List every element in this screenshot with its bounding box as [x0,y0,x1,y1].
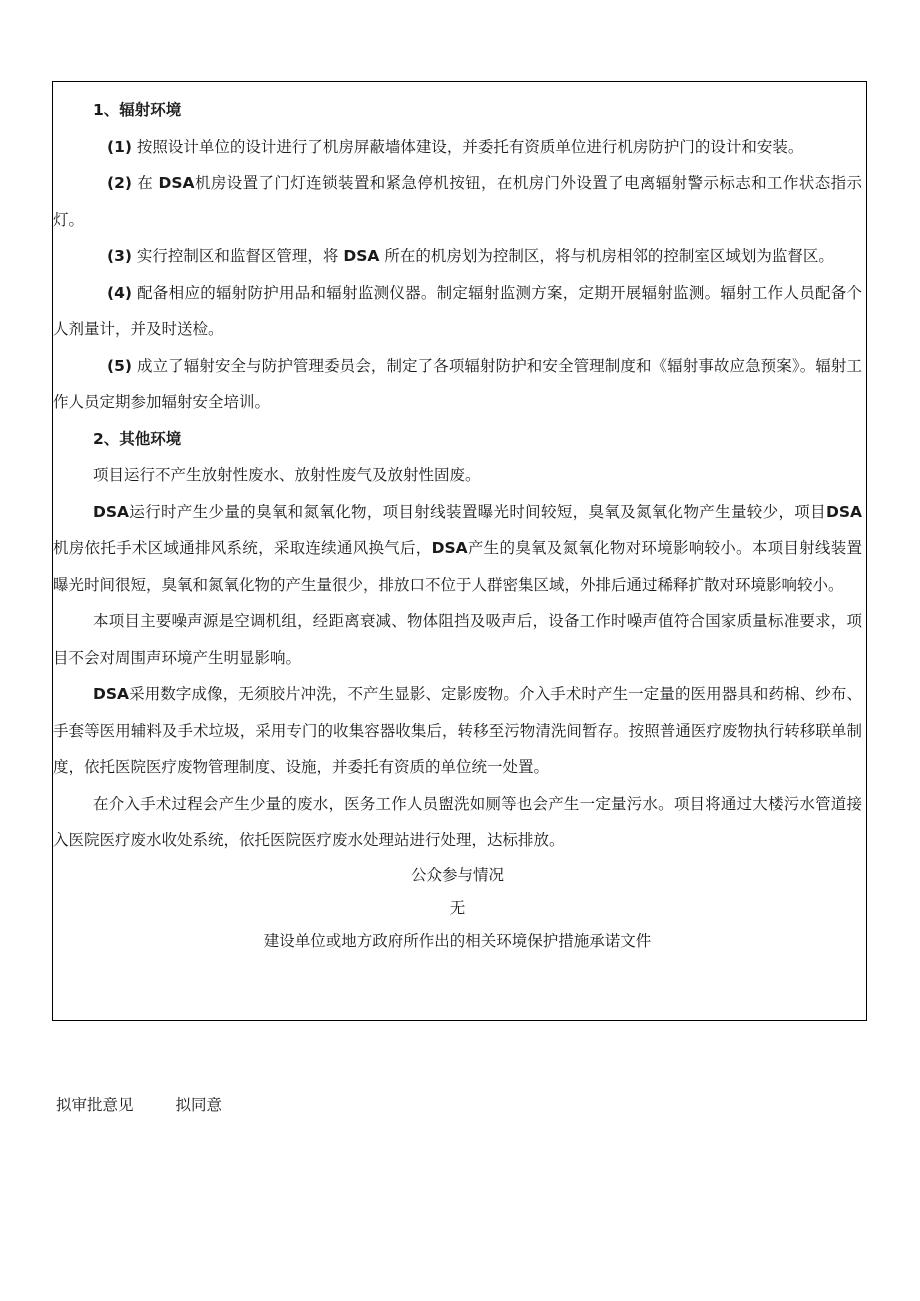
main-content-box [52,81,867,1021]
other-paragraph-5: 在介入手术过程会产生少量的废水，医务工作人员盥洗如厕等也会产生一定量污水。项目将通过大楼污水管道接入医院医疗废水收处系统，依托医院医疗废水处理站进行处理，达标排放。 [53,794,862,849]
other-paragraph-3: 本项目主要噪声源是空调机组，经距离衰减、物体阻挡及吸声后，设备工作时噪声值符合国家质量标准要求，项目不会对周围声环境产生明显影响。 [53,612,862,667]
other-paragraph-2: DSA运行时产生少量的臭氧和氮氧化物，项目射线装置曝光时间较短，臭氧及氮氧化物产生量较少，项目DSA机房依托手术区域通排风系统，采取连续通风换气后，DSA产生的臭氧及氮氧化物对环境影响较小。本项目射线装置曝光时间很短，臭氧和氮氧化物的产生量很少，排放口不位于人群密集区域，外排后通过稀释扩散对环境影响较小。 [53,502,862,594]
other-paragraph-1: 项目运行不产生放射性废水、放射性废气及放射性固废。 [93,466,481,484]
radiation-item-1: (1) 按照设计单位的设计进行了机房屏蔽墙体建设，并委托有资质单位进行机房防护门的设计和安装。 [107,137,804,156]
other-heading: 2、其他环境 [93,429,182,448]
radiation-item-4: (4) 配备相应的辐射防护用品和辐射监测仪器。制定辐射监测方案，定期开展辐射监测。辐射工作人员配备个人剂量计，并及时送检。 [53,283,862,338]
commitment-title: 建设单位或地方政府所作出的相关环境保护措施承诺文件 [263,931,652,950]
radiation-item-5: (5) 成立了辐射安全与防护管理委员会，制定了各项辐射防护和安全管理制度和《辐射事故应急预案》。辐射工作人员定期参加辐射安全培训。 [53,356,862,411]
radiation-heading: 1、辐射环境 [93,101,182,119]
public-participation-value: 无 [449,898,466,917]
other-paragraph-4: DSA采用数字成像，无须胶片冲洗，不产生显影、定影废物。介入手术时产生一定量的医用器具和药棉、纱布、手套等医用辅料及手术垃圾，采用专门的收集容器收集后，转移至污物清洗间暂存。按照普通医疗废物执行转移联单制度，依托医院医疗废物管理制度、设施，并委托有资质的单位统一处置。 [53,685,862,776]
approval-opinion [56,1090,222,1120]
radiation-item-2: (2) 在 DSA机房设置了门灯连锁装置和紧急停机按钮，在机房门外设置了电离辐射警示标志和工作状态指示灯。 [53,174,862,229]
approval-label: 拟审批意见 [56,1096,134,1114]
public-participation-title: 公众参与情况 [410,865,504,884]
approval-value: 拟同意 [175,1096,223,1114]
content-body [53,92,866,958]
radiation-item-3: (3) 实行控制区和监督区管理，将 DSA 所在的机房划为控制区，将与机房相邻的控制室区域划为监督区。 [107,247,834,265]
